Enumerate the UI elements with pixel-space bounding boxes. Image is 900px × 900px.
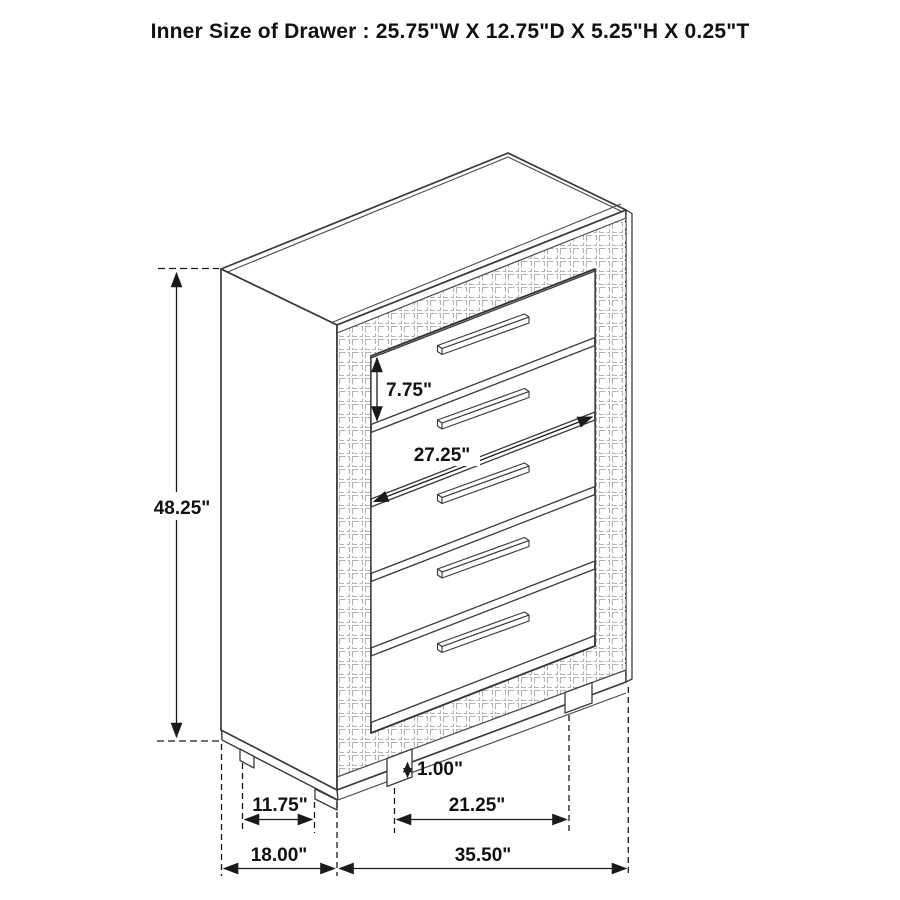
dimension-label: 27.25"	[413, 445, 471, 466]
dimension-label: 11.75"	[252, 795, 308, 816]
chest-foot	[315, 789, 337, 810]
dimension-overall-height	[146, 269, 221, 742]
dimension-plinth-height	[408, 759, 464, 780]
dimension-label: 7.75"	[386, 380, 432, 401]
dimension-label: 21.25"	[448, 795, 506, 816]
dimension-label: 48.25"	[153, 498, 211, 519]
chest-right-edge	[626, 210, 632, 682]
dimension-label: 1.00"	[417, 759, 463, 780]
page-title: Inner Size of Drawer : 25.75"W X 12.75"D X 5.25"H X 0.25"T	[150, 20, 750, 43]
dimension-label: 35.50"	[454, 845, 512, 866]
dimension-label: 18.00"	[250, 845, 308, 866]
chest-side-panel	[221, 269, 343, 810]
